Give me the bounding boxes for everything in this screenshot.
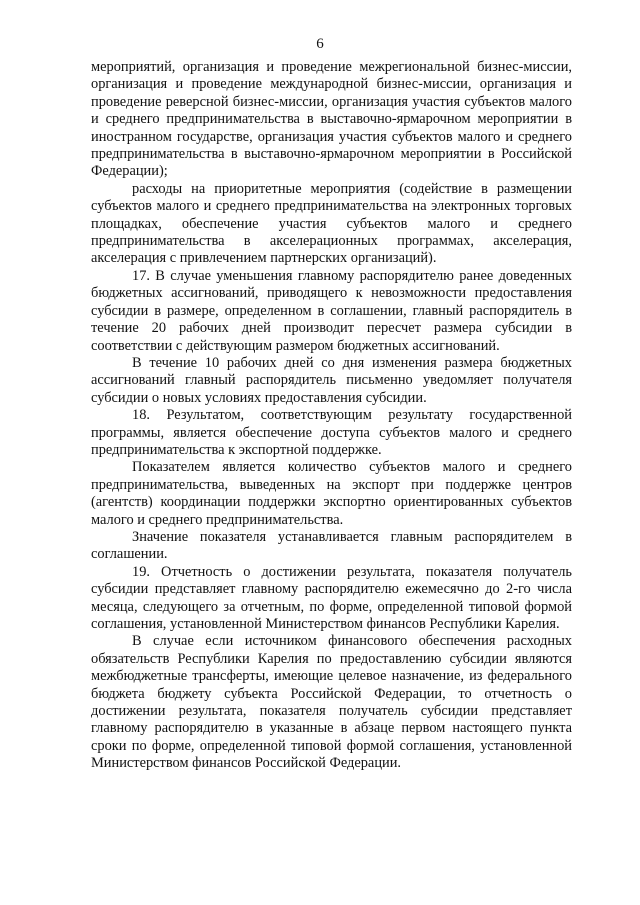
paragraph-event-list-continuation: мероприятий, организация и проведение межрегиональной бизнес-миссии, организация и проведение международной бизнес-миссии, организация и проведение реверсной бизнес-миссии, организация участия субъектов малого и среднего предпринимательства в выставочно-ярмарочном мероприятии в иностранном государстве, организация участия субъектов малого и среднего предпринимательства в выставочно-ярмарочном мероприятии в Российской Федерации);: [91, 59, 572, 180]
paragraph-notification: В течение 10 рабочих дней со дня изменения размера бюджетных ассигнований главный распорядитель письменно уведомляет получателя субсидии о новых условиях предоставления субсидии.: [91, 354, 572, 406]
page-number: 6: [316, 36, 324, 52]
paragraph-indicator-value: Значение показателя устанавливается главным распорядителем в соглашении.: [91, 528, 572, 563]
paragraph-priority-expenses: расходы на приоритетные мероприятия (содействие в размещении субъектов малого и среднего предпринимательства на электронных торговых площадках, обеспечение участия субъектов малого и среднего предпринимательства в акселерационных программах, акселерация, акселерация с привлечением партнерских организаций).: [91, 180, 572, 267]
document-body: [91, 59, 572, 773]
paragraph-clause-18: 18. Результатом, соответствующим результату государственной программы, является обеспечение доступа субъектов малого и среднего предпринимательства к экспортной поддержке.: [91, 407, 572, 458]
paragraph-federal-transfers: В случае если источником финансового обеспечения расходных обязательств Республики Карелия по предоставлению субсидии являются межбюджетные трансферты, имеющие целевое назначение, из федерального бюджета бюджету субъекта Российской Федерации, то отчетность о достижении результата, показателя получатель субсидии представляет главному распорядителю в указанные в абзаце первом настоящего пункта сроки по форме, определенной типовой формой соглашения, установленной Министерством финансов Российской Федерации.: [91, 633, 572, 772]
paragraph-clause-17: 17. В случае уменьшения главному распорядителю ранее доведенных бюджетных ассигнований, приводящего к невозможности предоставления субсидии в размере, определенном в соглашении, главный распорядитель в течение 20 рабочих дней производит пересчет размера субсидии в соответствии с действующим размером бюджетных ассигнований.: [91, 267, 572, 354]
paragraph-clause-19: 19. Отчетность о достижении результата, показателя получатель субсидии представляет главному распорядителю ежемесячно до 2-го числа месяца, следующего за отчетным, по форме, определенной типовой формой соглашения, установленной Министерством финансов Республики Карелия.: [91, 563, 572, 632]
paragraph-indicator: Показателем является количество субъектов малого и среднего предпринимательства, выведенных на экспорт при поддержке центров (агентств) координации поддержки экспортно ориентированных субъектов малого и среднего предпринимательства.: [91, 459, 572, 528]
